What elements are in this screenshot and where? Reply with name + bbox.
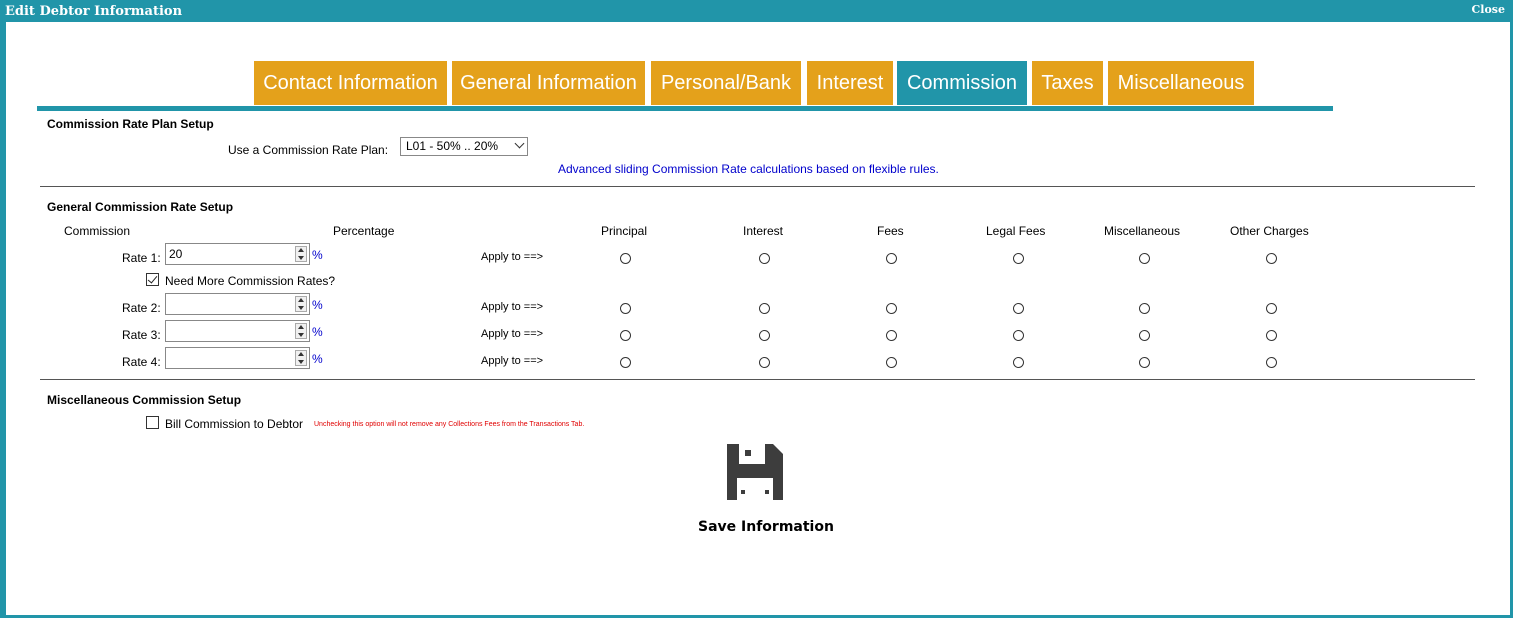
rate-2-apply-to: Apply to ==> [481,301,544,313]
spin-down-icon [298,360,304,364]
spin-up-icon [298,248,304,252]
header-percentage: Percentage [333,224,395,238]
tab-contact-information[interactable]: Contact Information [254,61,447,105]
rate-1-spinner[interactable] [295,246,307,262]
rate-3-fees-radio[interactable] [886,330,897,341]
rate-4-apply-to: Apply to ==> [481,355,544,367]
rate-1-miscellaneous-radio[interactable] [1139,253,1150,264]
spin-up-icon [298,325,304,329]
tab-underline [37,106,1333,111]
rate-1-percent: % [312,248,323,262]
rate-1-legal-fees-radio[interactable] [1013,253,1024,264]
rate-1-principal-radio[interactable] [620,253,631,264]
rate-3-input[interactable] [165,320,310,342]
dialog-content [6,22,1510,615]
bill-commission-warning: Unchecking this option will not remove any Collections Fees from the Transactions Tab. [314,421,585,428]
rate-4-input[interactable] [165,347,310,369]
rate-2-interest-radio[interactable] [759,303,770,314]
rate-2-miscellaneous-radio[interactable] [1139,303,1150,314]
commission-plan-value: L01 - 50% .. 20% [406,139,499,153]
save-information-button[interactable]: Save Information [698,519,834,535]
rate-4-label: Rate 4: [122,355,161,369]
spin-down-icon [298,306,304,310]
header-interest: Interest [743,224,784,238]
tab-general-information[interactable]: General Information [452,61,645,105]
rate-3-other-charges-radio[interactable] [1266,330,1277,341]
rate-3-apply-to: Apply to ==> [481,328,544,340]
tab-commission[interactable]: Commission [897,61,1027,105]
dialog-title: Edit Debtor Information [5,4,183,19]
spin-up-icon [298,352,304,356]
header-miscellaneous: Miscellaneous [1104,224,1181,238]
rate-4-principal-radio[interactable] [620,357,631,368]
rate-2-legal-fees-radio[interactable] [1013,303,1024,314]
rate-3-interest-radio[interactable] [759,330,770,341]
need-more-rates-checkbox[interactable] [146,273,159,286]
rate-1-value: 20 [169,247,183,261]
header-commission: Commission [64,224,131,238]
rate-2-principal-radio[interactable] [620,303,631,314]
rate-3-spinner[interactable] [295,323,307,339]
rate-1-label: Rate 1: [122,251,161,265]
bill-commission-label: Bill Commission to Debtor [165,417,304,431]
rate-4-other-charges-radio[interactable] [1266,357,1277,368]
need-more-rates-label: Need More Commission Rates? [165,274,336,288]
rate-1-interest-radio[interactable] [759,253,770,264]
divider [40,379,1475,380]
spin-down-icon [298,256,304,260]
bill-commission-checkbox[interactable] [146,416,159,429]
rate-2-other-charges-radio[interactable] [1266,303,1277,314]
plan-note: Advanced sliding Commission Rate calculations based on flexible rules. [558,162,939,176]
misc-setup-title: Miscellaneous Commission Setup [47,393,242,407]
rate-4-miscellaneous-radio[interactable] [1139,357,1150,368]
plan-setup-title: Commission Rate Plan Setup [47,117,214,131]
tab-interest[interactable]: Interest [807,61,893,105]
rate-4-spinner[interactable] [295,350,307,366]
rate-2-percent: % [312,298,323,312]
rate-4-legal-fees-radio[interactable] [1013,357,1024,368]
rate-3-miscellaneous-radio[interactable] [1139,330,1150,341]
tab-taxes[interactable]: Taxes [1032,61,1103,105]
rate-4-fees-radio[interactable] [886,357,897,368]
tab-miscellaneous[interactable]: Miscellaneous [1108,61,1254,105]
rate-3-legal-fees-radio[interactable] [1013,330,1024,341]
rate-1-other-charges-radio[interactable] [1266,253,1277,264]
dialog-titlebar [0,0,1513,22]
close-button[interactable]: Close [1471,3,1505,16]
divider [40,186,1475,187]
header-principal: Principal [601,224,648,238]
rate-2-input[interactable] [165,293,310,315]
rate-3-percent: % [312,325,323,339]
rate-1-apply-to: Apply to ==> [481,251,544,263]
commission-plan-select[interactable] [400,137,528,156]
general-setup-title: General Commission Rate Setup [47,200,234,214]
rate-4-percent: % [312,352,323,366]
rate-3-label: Rate 3: [122,328,161,342]
spin-up-icon [298,298,304,302]
rate-1-fees-radio[interactable] [886,253,897,264]
spin-down-icon [298,333,304,337]
rate-3-principal-radio[interactable] [620,330,631,341]
header-legal-fees: Legal Fees [986,224,1046,238]
rate-2-fees-radio[interactable] [886,303,897,314]
chevron-down-icon [515,139,525,149]
header-fees: Fees [877,224,904,238]
rate-1-input[interactable] [165,243,310,265]
plan-label: Use a Commission Rate Plan: [228,143,389,157]
rate-4-interest-radio[interactable] [759,357,770,368]
rate-2-label: Rate 2: [122,301,161,315]
rate-2-spinner[interactable] [295,296,307,312]
floppy-disk-icon[interactable] [727,444,783,500]
tab-personal-bank[interactable]: Personal/Bank [651,61,801,105]
header-other-charges: Other Charges [1230,224,1309,238]
